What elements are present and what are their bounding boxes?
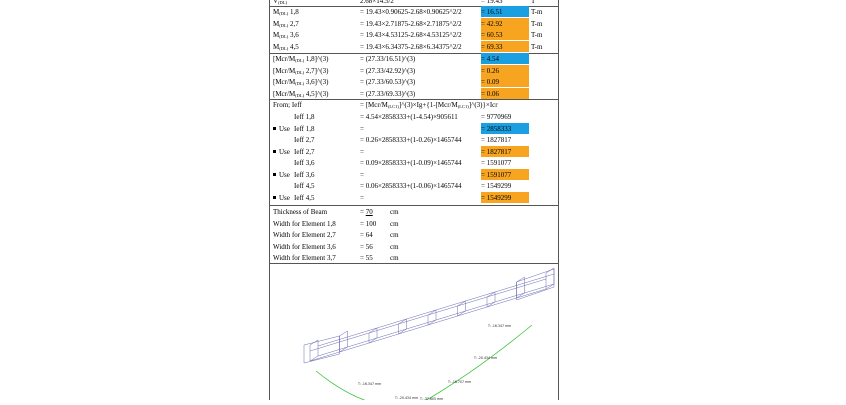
beam-edge — [318, 274, 554, 346]
ieff-value: 9770969 — [486, 113, 512, 121]
ieff-value: 2858333 — [486, 124, 512, 133]
moment-expr: = 19.43×2.71875-2.68×2.71875^2/2 — [360, 19, 462, 28]
ieff-label: Ieff 1,8 — [294, 124, 315, 133]
moment-unit: T-m — [531, 31, 543, 39]
bullet-icon — [273, 196, 276, 199]
moment-row: $M_{(DL)}$ 1,8 = 19.43×0.90625-2.68×0.90625^2/2 = 16.51 T-m — [273, 8, 543, 16]
deflection-label: T: -16.347 mm — [488, 324, 512, 328]
ieff-row: Ieff 1,8 = 4.54×2858333+(1-4.54)×905611 = 9770969 — [294, 113, 512, 121]
moment-value: 42.92 — [486, 19, 503, 28]
calculation-sheet — [269, 0, 559, 400]
moment-label-sub: (DL) — [279, 22, 289, 28]
deflection-labels — [357, 324, 511, 400]
moment-expr: = 19.43×4.53125-2.68×4.53125^2/2 — [360, 31, 462, 39]
moment-label: M — [273, 31, 280, 39]
ratio-value: 0.09 — [486, 78, 499, 86]
dimension-unit: cm — [390, 231, 399, 239]
moment-row: $M_{(DL)}$ 3,6 = 19.43×4.53125-2.68×4.53125^2/2 = 60.53 T-m — [273, 31, 543, 39]
moment-label-post: 4,5 — [288, 42, 299, 51]
ratio-label-sub: (DL) — [295, 81, 305, 86]
ieff-formula-part: ]^(3)×Ig+{1-[Mcr/M — [398, 101, 458, 109]
use-label: Use — [279, 147, 290, 156]
dimension-row: Width for Element 2,7 = 64 cm — [273, 231, 399, 239]
ratio-label-post: 3,6]^(3) — [304, 78, 329, 86]
ieff-formula-row — [270, 99, 558, 111]
dimension-row: Width for Element 3,6 = 56 cm — [273, 242, 399, 251]
moment-label: M — [273, 19, 280, 28]
ratio-label: [Mcr/M — [273, 78, 296, 86]
shear-expr: 2.68×14.5/2 — [360, 0, 394, 5]
ieff-expr: = 4.54×2858333+(1-4.54)×905611 — [360, 113, 458, 121]
ieff-label: Ieff 3,6 — [294, 170, 315, 179]
moment-label-post: 1,8 — [288, 8, 299, 16]
ratio-label-sub: (DL) — [295, 69, 305, 75]
use-label: Use — [279, 170, 290, 179]
ieff-value: 1549299 — [486, 182, 512, 190]
shear-sub: (DL) — [278, 0, 288, 5]
ratio-expr: = (27.33/16.51)^(3) — [360, 55, 416, 63]
moment-expr: = 19.43×6.34375-2.68×6.34375^2/2 — [360, 42, 462, 51]
ieff-label: Ieff 2,7 — [294, 147, 315, 156]
ieff-row: Use Ieff 3,6 = = 1591077 — [270, 169, 558, 181]
ieff-formula-label: From; Ieff — [273, 101, 302, 109]
deflection-label: T: -20.434 mm — [395, 396, 419, 400]
ieff-expr: = — [360, 124, 364, 133]
bullet-icon — [273, 173, 276, 176]
bullet-icon — [273, 150, 276, 153]
shear-unit: T — [531, 0, 536, 5]
ieff-formula-part: = [Mcr/M — [360, 101, 388, 109]
moment-label-sub: (DL) — [279, 11, 289, 16]
ieff-value: 1591077 — [486, 159, 512, 167]
ratio-label: [Mcr/M — [273, 89, 296, 98]
moment-expr: = 19.43×0.90625-2.68×0.90625^2/2 — [360, 8, 462, 16]
deflection-label: T: -20.434 mm — [474, 356, 498, 360]
moment-label-sub: (DL) — [279, 34, 289, 39]
dimension-row: Thickness of Beam = 70 cm — [273, 208, 399, 216]
moment-unit: T-m — [531, 19, 543, 28]
ratio-row: [$Mcr/M_{(DL)}$ 3,6]^(3) = (27.33/60.53)^(3) = 0.09 — [270, 76, 558, 88]
beam-wireframe — [304, 268, 554, 363]
moment-unit: T-m — [531, 8, 543, 16]
ieff-expr: = 0.09×2858333+(1-0.09)×1465744 — [360, 159, 462, 167]
ratio-expr: = (27.33/69.33)^(3) — [360, 89, 416, 98]
ratio-value: 0.06 — [486, 89, 499, 98]
ieff-label: Ieff 2,7 — [294, 136, 315, 144]
dimension-value: 64 — [365, 231, 373, 239]
ieff-row: Ieff 3,6 = 0.09×2858333+(1-0.09)×1465744 = 1591077 — [294, 159, 512, 167]
ratio-label-post: 4,5]^(3) — [304, 89, 329, 98]
end-block — [304, 336, 340, 363]
deflection-curve — [316, 325, 532, 400]
ratio-label-post: 1,8]^(3) — [304, 55, 329, 63]
ieff-value: 1591077 — [486, 170, 512, 179]
ratio-row: [$Mcr/M_{(DL)}$ 1,8]^(3) = (27.33/16.51)^(3) = 4.54 — [270, 53, 558, 65]
ratio-label: [Mcr/M — [273, 66, 296, 75]
ieff-value: 1827817 — [486, 136, 512, 144]
ratio-label-sub: (DL) — [295, 92, 305, 98]
dimension-unit: cm — [390, 208, 399, 216]
moment-value: 16.51 — [486, 8, 503, 16]
ratio-row: [$Mcr/M_{(DL)}$ 2,7]^(3) = (27.33/42.92)^(3) = 0.26 — [270, 65, 558, 77]
end-block — [517, 269, 555, 300]
shear-value: 19.43 — [486, 0, 503, 5]
beam-deflection-diagram — [270, 263, 558, 400]
ieff-row: Ieff 2,7 = 0.26×2858333+(1-0.26)×1465744 = 1827817 — [294, 136, 512, 144]
dimension-label: Width for Element 3,6 — [273, 242, 336, 251]
ieff-formula-sub: (LC1) — [387, 104, 399, 109]
beam-edge — [318, 284, 554, 356]
shear-label: V — [273, 0, 279, 5]
dimension-value: 55 — [365, 254, 373, 262]
ratio-label-sub: (DL) — [295, 58, 305, 63]
ieff-formula-sub: (LC1) — [457, 104, 469, 109]
ieff-row: Use Ieff 4,5 = = 1549299 — [270, 192, 558, 204]
beam-edge — [310, 279, 546, 351]
moment-label-post: 3,6 — [288, 31, 299, 39]
ieff-label: Ieff 4,5 — [294, 193, 315, 202]
ieff-label: Ieff 3,6 — [294, 159, 315, 167]
ieff-value: 1549299 — [486, 193, 512, 202]
ratio-row: [$Mcr/M_{(DL)}$ 4,5]^(3) = (27.33/69.33)^(3) = 0.06 — [270, 88, 558, 100]
ieff-expr: = 0.26×2858333+(1-0.26)×1465744 — [360, 136, 462, 144]
ratio-expr: = (27.33/60.53)^(3) — [360, 78, 416, 86]
dimension-value: 56 — [365, 242, 373, 251]
ratio-value: 4.54 — [486, 55, 499, 63]
ieff-row: Use Ieff 1,8 = = 2858333 — [270, 123, 558, 135]
moment-label: M — [273, 42, 280, 51]
moment-value: 69.33 — [486, 42, 503, 51]
ieff-label: Ieff 4,5 — [294, 182, 315, 190]
ratio-label: [Mcr/M — [273, 55, 296, 63]
ieff-row: Use Ieff 2,7 = = 1827817 — [270, 146, 558, 158]
ieff-expr: = — [360, 147, 364, 156]
ieff-label: Ieff 1,8 — [294, 113, 315, 121]
dimension-label: Width for Element 1,8 — [273, 219, 336, 228]
ieff-expr: = — [360, 170, 364, 179]
dimension-label: Width for Element 3,7 — [273, 254, 336, 262]
ratio-label-post: 2,7]^(3) — [304, 66, 329, 75]
bullet-icon — [273, 127, 276, 130]
ieff-expr: = — [360, 193, 364, 202]
moment-label: M — [273, 8, 280, 16]
dimension-row: Width for Element 1,8 = 100 cm — [273, 219, 399, 228]
ieff-expr: = 0.06×2858333+(1-0.06)×1465744 — [360, 182, 462, 190]
deflection-line — [316, 325, 532, 400]
dimension-value: 100 — [365, 219, 377, 228]
moment-row: $M_{(DL)}$ 4,5 = 19.43×6.34375-2.68×6.34375^2/2 = 69.33 T-m — [273, 42, 543, 51]
deflection-label: T: -16.707 mm — [448, 380, 472, 384]
ieff-row: Ieff 4,5 = 0.06×2858333+(1-0.06)×1465744 = 1549299 — [294, 182, 512, 190]
ratio-expr: = (27.33/42.92)^(3) — [360, 66, 416, 75]
dimension-unit: cm — [390, 254, 399, 262]
dimension-label: Width for Element 2,7 — [273, 231, 336, 239]
ratio-value: 0.26 — [486, 66, 499, 75]
use-label: Use — [279, 193, 290, 202]
deflection-label: T: -16.347 mm — [358, 382, 382, 386]
moment-value: 60.53 — [486, 31, 503, 39]
ieff-value: 1827817 — [486, 147, 512, 156]
deflection-figure — [270, 263, 558, 400]
dimension-label: Thickness of Beam — [273, 208, 328, 216]
use-label: Use — [279, 124, 290, 133]
moment-label-post: 2,7 — [288, 19, 299, 28]
dimension-value: 70 — [365, 208, 373, 216]
dimension-unit: cm — [390, 219, 399, 228]
deflection-label: T: -37.605 mm — [420, 397, 444, 400]
shear-row: $V_{(DL)}$ 2.68×14.5/2 = 19.43 T — [270, 0, 558, 7]
moment-label-sub: (DL) — [279, 45, 289, 51]
moment-row: $M_{(DL)}$ 2,7 = 19.43×2.71875-2.68×2.71875^2/2 = 42.92 T-m — [273, 19, 543, 28]
dimension-row: Width for Element 3,7 = 55 cm — [273, 254, 399, 262]
ieff-formula-part: ]^(3)}×Icr — [468, 101, 498, 109]
dimension-unit: cm — [390, 242, 399, 251]
moment-unit: T-m — [531, 42, 543, 51]
